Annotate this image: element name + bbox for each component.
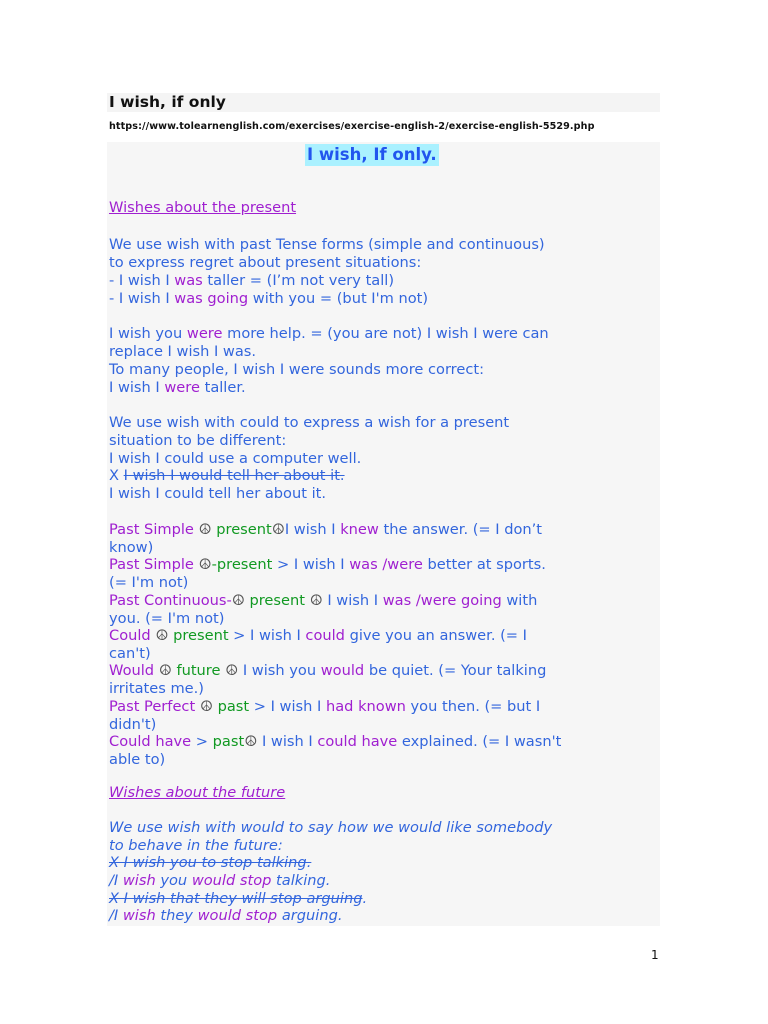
- rule-past-simple-2: Past Simple ☮-present > I wish I was /were better at sports.: [109, 556, 546, 573]
- text-line: I wish I were taller.: [109, 379, 246, 396]
- text-line: you. (= I'm not): [109, 610, 225, 627]
- text-line: We use wish with would to say how we would like somebody: [109, 819, 553, 836]
- text-line: I wish you were more help. = (you are not) I wish I were can: [109, 325, 549, 342]
- rule-past-simple: Past Simple ☮ present☮I wish I knew the answer. (= I don’t: [109, 521, 543, 538]
- incorrect-example: X I wish you to stop talking.: [109, 854, 312, 871]
- text-line: know): [109, 539, 154, 556]
- peace-icon: ☮: [198, 521, 212, 538]
- text-line: irritates me.): [109, 680, 204, 697]
- rule-could-have: Could have > past☮ I wish I could have explained. (= I wasn't: [109, 733, 562, 750]
- text-line: I wish I could tell her about it.: [109, 485, 327, 502]
- peace-icon: ☮: [199, 698, 213, 715]
- text-line: We use wish with past Tense forms (simple and continuous): [109, 236, 545, 253]
- peace-icon: ☮: [309, 592, 323, 609]
- text-line: able to): [109, 751, 166, 768]
- text-line: didn't): [109, 716, 157, 733]
- correct-example: /I wish they would stop arguing.: [109, 907, 343, 924]
- peace-icon: ☮: [244, 733, 258, 750]
- section-heading-present: Wishes about the present: [109, 199, 297, 216]
- document-header-title: I wish, if only: [107, 93, 660, 112]
- peace-icon: ☮: [271, 521, 285, 538]
- rule-past-perfect: Past Perfect ☮ past > I wish I had known you then. (= but I: [109, 698, 541, 715]
- incorrect-example: X I wish that they will stop arguing.: [109, 890, 368, 907]
- incorrect-example: X I wish I would tell her about it.: [109, 467, 345, 484]
- document-title: I wish, If only.: [307, 145, 437, 164]
- text-line: can't): [109, 645, 151, 662]
- text-line: replace I wish I was.: [109, 343, 257, 360]
- example-line: - I wish I was taller = (I’m not very tall): [109, 272, 395, 289]
- text-line: (= I'm not): [109, 574, 189, 591]
- rule-would: Would ☮ future ☮ I wish you would be quiet. (= Your talking: [109, 662, 547, 679]
- text-line: situation to be different:: [109, 432, 287, 449]
- page-number: 1: [651, 948, 659, 962]
- text-line: to behave in the future:: [109, 837, 283, 854]
- example-line: - I wish I was going with you = (but I'm not): [109, 290, 429, 307]
- rule-could: Could ☮ present > I wish I could give you an answer. (= I: [109, 627, 527, 644]
- rule-past-continuous: Past Continuous-☮ present ☮ I wish I was /were going with: [109, 592, 538, 609]
- text-line: To many people, I wish I were sounds more correct:: [109, 361, 485, 378]
- peace-icon: ☮: [231, 592, 245, 609]
- section-heading-future: Wishes about the future: [109, 784, 286, 801]
- peace-icon: ☮: [198, 556, 212, 573]
- text-line: I wish I could use a computer well.: [109, 450, 362, 467]
- correct-example: /I wish you would stop talking.: [109, 872, 331, 889]
- text-line: We use wish with could to express a wish for a present: [109, 414, 510, 431]
- peace-icon: ☮: [158, 662, 172, 679]
- text-line: to express regret about present situations:: [109, 254, 422, 271]
- peace-icon: ☮: [225, 662, 239, 679]
- peace-icon: ☮: [155, 627, 169, 644]
- source-url[interactable]: https://www.tolearnenglish.com/exercises/exercise-english-2/exercise-english-5529.php: [109, 121, 595, 132]
